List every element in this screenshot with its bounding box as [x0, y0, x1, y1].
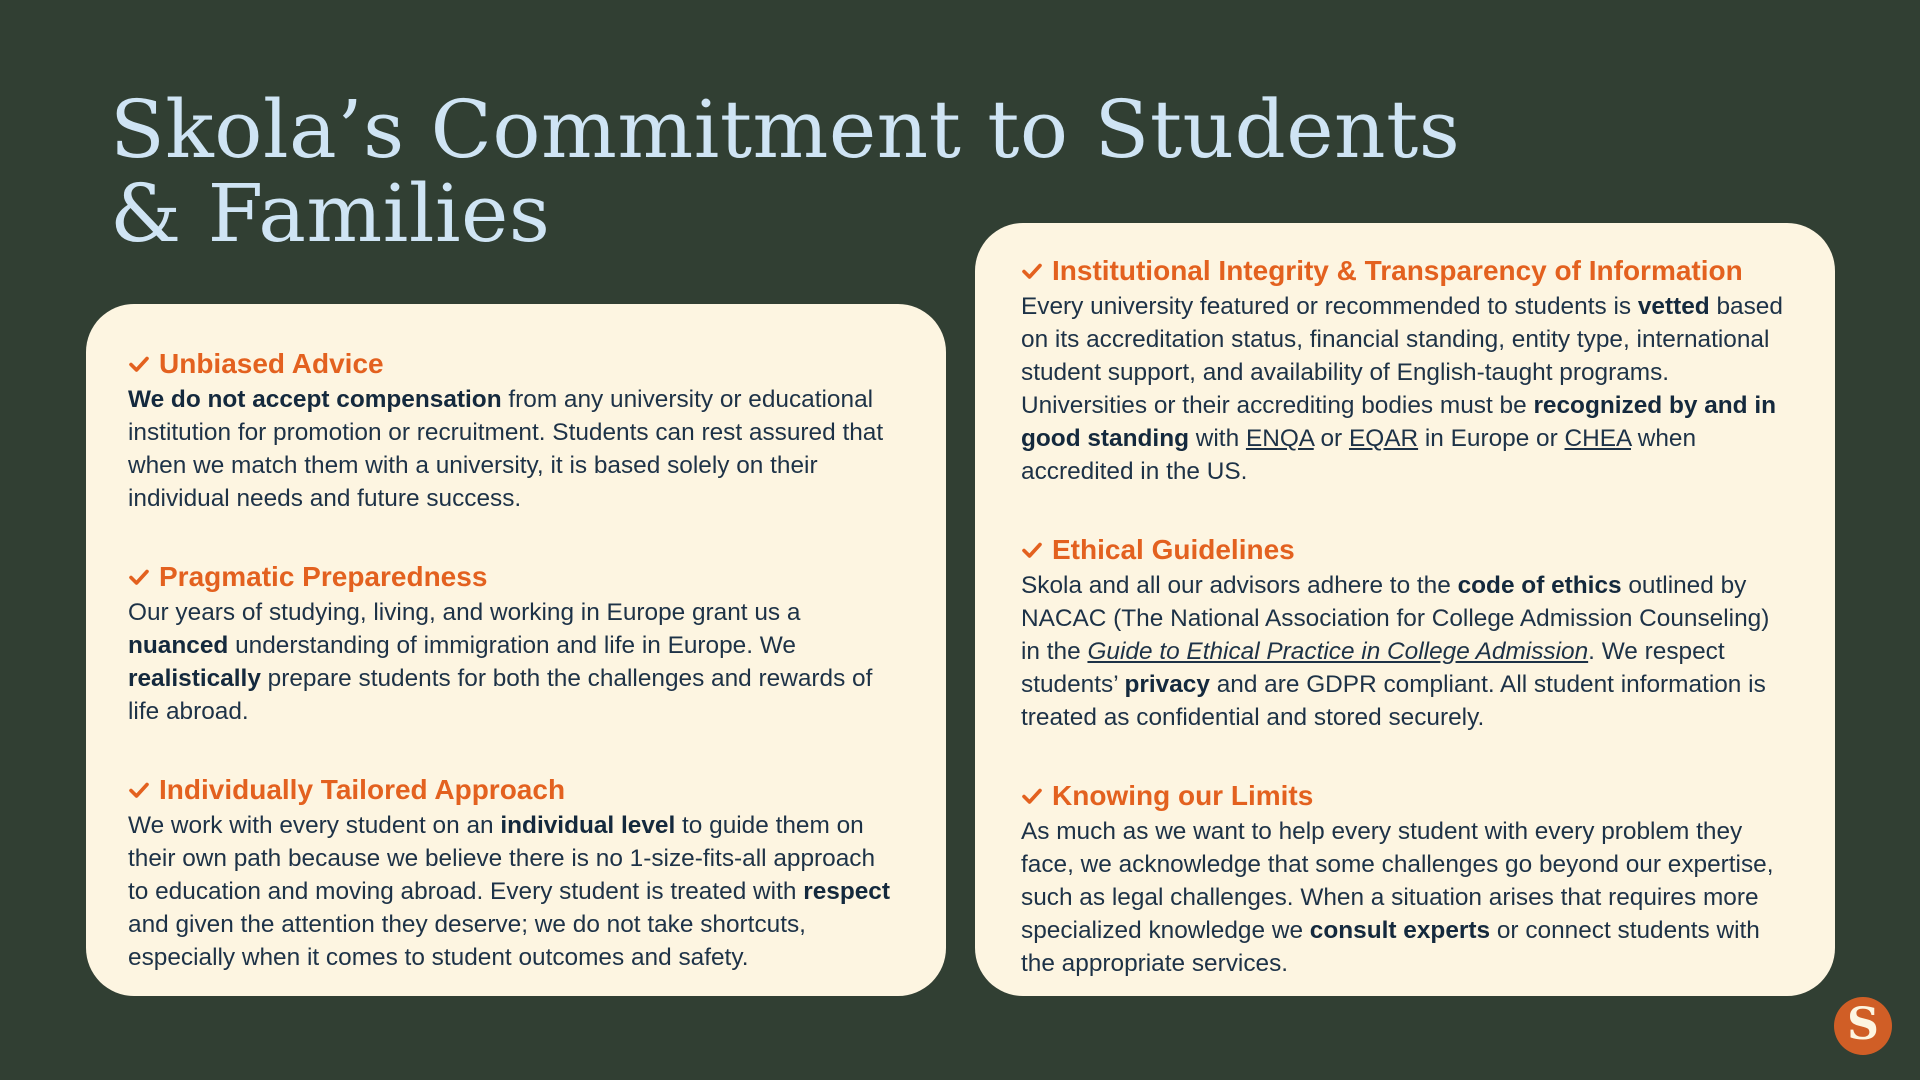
body-text: in Europe or [1418, 425, 1565, 452]
body-text: and are GDPR compliant. All student information is treated as confidential and stored securely. [1021, 671, 1766, 731]
body-text: . We respect students’ [1021, 638, 1725, 698]
section-body [1021, 815, 1791, 980]
commitment-section [1021, 532, 1791, 734]
body-text: Our years of studying, living, and working in Europe grant us a [128, 599, 801, 626]
check-icon [1021, 260, 1043, 282]
section-heading-text: Ethical Guidelines [1052, 534, 1295, 565]
emphasis-text: individual level [500, 812, 676, 839]
body-text: and given the attention they deserve; we do not take shortcuts, especially when it comes to student outcomes and safety. [128, 911, 806, 971]
section-heading-text: Pragmatic Preparedness [159, 561, 488, 592]
body-text: prepare students for both the challenges and rewards of life abroad. [128, 665, 873, 725]
commitment-section [128, 772, 902, 974]
check-icon [1021, 785, 1043, 807]
link-enqa[interactable]: ENQA [1245, 425, 1314, 452]
section-heading-text: Individually Tailored Approach [159, 774, 566, 805]
section-heading [128, 346, 902, 382]
guide-link[interactable]: Guide to Ethical Practice in College Admission [1087, 638, 1589, 665]
logo-letter: S [1847, 998, 1879, 1050]
body-text: As much as we want to help every student with every problem they face, we acknowledge that some challenges go beyond our expertise, such as legal challenges. When a situation arises that requires more specialized knowledge we [1021, 818, 1774, 944]
body-text: outlined by NACAC (The National Association for College Admission Counseling) in the [1021, 572, 1770, 665]
section-body [1021, 569, 1791, 734]
body-text: when accredited in the US. [1021, 425, 1697, 485]
commitment-section [1021, 778, 1791, 980]
emphasis-text: vetted [1637, 293, 1710, 320]
emphasis-text: recognized by and in good standing [1021, 392, 1777, 452]
commitment-section [1021, 253, 1791, 488]
link-chea[interactable]: CHEA [1564, 425, 1631, 452]
section-heading [128, 559, 902, 595]
commitment-section [128, 559, 902, 728]
skola-logo-icon [1834, 997, 1892, 1055]
check-icon [128, 353, 150, 375]
link-eqar[interactable]: EQAR [1348, 425, 1419, 452]
check-icon [128, 779, 150, 801]
body-text: We work with every student on an [128, 812, 501, 839]
body-text: or [1313, 425, 1349, 452]
body-text: with [1189, 425, 1246, 452]
emphasis-text: privacy [1124, 671, 1210, 698]
body-text: based on its accreditation status, financial standing, entity type, international student support, and availability of English-taught programs. Universities or their accrediting bodies must be [1021, 293, 1783, 419]
body-text: from any university or educational institution for promotion or recruitment. Students can rest assured that when we match them with a university, it is based solely on their individual needs and future success. [128, 386, 884, 512]
section-heading-text: Unbiased Advice [159, 348, 384, 379]
check-icon [128, 566, 150, 588]
check-icon [1021, 539, 1043, 561]
section-heading [1021, 532, 1791, 568]
emphasis-text: realistically [128, 665, 261, 692]
section-body [128, 809, 902, 974]
section-heading [128, 772, 902, 808]
body-text: to guide them on their own path because we believe there is no 1-size-fits-all approach to education and moving abroad. Every student is treated with [128, 812, 876, 905]
body-text: or connect students with the appropriate services. [1021, 917, 1760, 977]
page-title: Skola’s Commitment to Students & Families [110, 83, 1461, 260]
body-text: Skola and all our advisors adhere to the [1021, 572, 1458, 599]
commitments-card-left [86, 304, 946, 996]
section-body [1021, 290, 1791, 488]
emphasis-text: respect [803, 878, 890, 905]
emphasis-text: We do not accept compensation [128, 386, 502, 413]
section-heading-text: Institutional Integrity & Transparency of Information [1052, 255, 1743, 286]
emphasis-text: consult experts [1309, 917, 1491, 944]
emphasis-text: code of ethics [1457, 572, 1622, 599]
section-heading [1021, 778, 1791, 814]
section-heading-text: Knowing our Limits [1052, 780, 1314, 811]
section-body [128, 383, 902, 515]
section-body [128, 596, 902, 728]
section-heading [1021, 253, 1791, 289]
commitments-card-right [975, 223, 1835, 996]
commitment-section [128, 346, 902, 515]
body-text: Every university featured or recommended to students is [1021, 293, 1638, 320]
body-text: understanding of immigration and life in Europe. We [228, 632, 796, 659]
emphasis-text: nuanced [128, 632, 229, 659]
